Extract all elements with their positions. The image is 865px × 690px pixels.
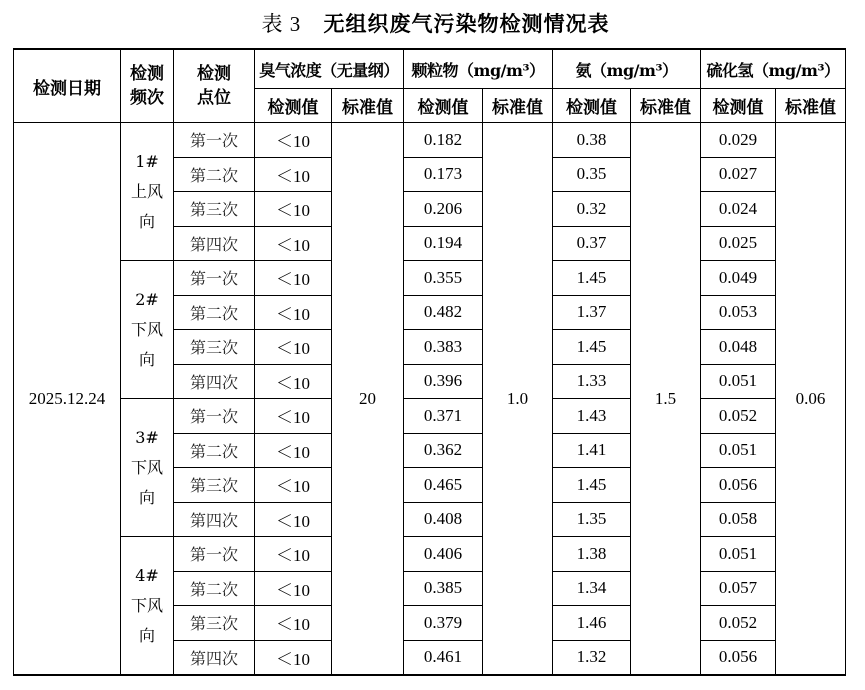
- cell-h2s-value: 0.029: [701, 123, 776, 158]
- cell-h2s-value: 0.048: [701, 330, 776, 365]
- cell-freq: 第一次: [174, 537, 255, 572]
- table-row: [14, 261, 846, 296]
- cell-ammonia-value: 0.35: [553, 157, 631, 192]
- header-ammonia-measured: 检测值: [553, 89, 631, 123]
- cell-ammonia-value: 1.45: [553, 330, 631, 365]
- cell-ammonia-value: 1.46: [553, 606, 631, 641]
- cell-ammonia-value: 1.45: [553, 468, 631, 503]
- cell-date: 2025.12.24: [14, 123, 121, 676]
- header-particulate-measured: 检测值: [404, 89, 483, 123]
- cell-freq: 第三次: [174, 468, 255, 503]
- cell-odor-value: ＜10: [255, 433, 332, 468]
- cell-ammonia-value: 1.37: [553, 295, 631, 330]
- header-ammonia: 氨（mg/m³）: [553, 49, 701, 89]
- cell-ammonia-value: 1.43: [553, 399, 631, 434]
- cell-freq: 第三次: [174, 606, 255, 641]
- cell-particulate-value: 0.194: [404, 226, 483, 261]
- cell-ammonia-value: 0.37: [553, 226, 631, 261]
- cell-particulate-value: 0.355: [404, 261, 483, 296]
- cell-odor-value: ＜10: [255, 226, 332, 261]
- header-point: 检测频次: [121, 49, 174, 123]
- cell-odor-value: ＜10: [255, 330, 332, 365]
- cell-h2s-value: 0.058: [701, 502, 776, 537]
- cell-freq: 第一次: [174, 261, 255, 296]
- cell-odor-value: ＜10: [255, 261, 332, 296]
- cell-ammonia-value: 0.32: [553, 192, 631, 227]
- cell-odor-value: ＜10: [255, 399, 332, 434]
- cell-ammonia-standard: 1.5: [631, 123, 701, 676]
- cell-particulate-value: 0.482: [404, 295, 483, 330]
- header-h2s-standard: 标准值: [776, 89, 846, 123]
- cell-particulate-value: 0.379: [404, 606, 483, 641]
- cell-h2s-value: 0.024: [701, 192, 776, 227]
- cell-particulate-value: 0.406: [404, 537, 483, 572]
- cell-point: 1#上风向: [121, 123, 174, 261]
- header-h2s: 硫化氢（mg/m³）: [701, 49, 846, 89]
- cell-h2s-value: 0.027: [701, 157, 776, 192]
- header-h2s-measured: 检测值: [701, 89, 776, 123]
- cell-freq: 第二次: [174, 433, 255, 468]
- cell-odor-value: ＜10: [255, 157, 332, 192]
- cell-h2s-value: 0.056: [701, 468, 776, 503]
- cell-freq: 第二次: [174, 295, 255, 330]
- cell-h2s-value: 0.057: [701, 571, 776, 606]
- emissions-table: [13, 48, 846, 676]
- cell-ammonia-value: 1.38: [553, 537, 631, 572]
- table-row: [14, 399, 846, 434]
- table-number: 表 3: [261, 12, 302, 36]
- cell-particulate-value: 0.465: [404, 468, 483, 503]
- cell-odor-standard: 20: [332, 123, 404, 676]
- cell-odor-value: ＜10: [255, 571, 332, 606]
- header-particulate: 颗粒物（mg/m³）: [404, 49, 553, 89]
- table-body: [14, 123, 846, 676]
- cell-freq: 第二次: [174, 571, 255, 606]
- cell-h2s-value: 0.051: [701, 364, 776, 399]
- cell-freq: 第三次: [174, 192, 255, 227]
- cell-h2s-standard: 0.06: [776, 123, 846, 676]
- table-title-text: 无组织废气污染物检测情况表: [323, 11, 610, 36]
- header-freq: 检测点位: [174, 49, 255, 123]
- cell-freq: 第四次: [174, 226, 255, 261]
- cell-h2s-value: 0.025: [701, 226, 776, 261]
- cell-odor-value: ＜10: [255, 364, 332, 399]
- cell-freq: 第四次: [174, 502, 255, 537]
- cell-ammonia-value: 0.38: [553, 123, 631, 158]
- cell-particulate-value: 0.396: [404, 364, 483, 399]
- cell-odor-value: ＜10: [255, 640, 332, 675]
- cell-h2s-value: 0.052: [701, 399, 776, 434]
- cell-ammonia-value: 1.45: [553, 261, 631, 296]
- cell-h2s-value: 0.051: [701, 433, 776, 468]
- cell-particulate-value: 0.371: [404, 399, 483, 434]
- cell-particulate-value: 0.362: [404, 433, 483, 468]
- cell-h2s-value: 0.053: [701, 295, 776, 330]
- header-row-primary: [14, 49, 846, 89]
- cell-ammonia-value: 1.33: [553, 364, 631, 399]
- cell-freq: 第一次: [174, 123, 255, 158]
- cell-odor-value: ＜10: [255, 468, 332, 503]
- table-title: [0, 8, 865, 38]
- cell-ammonia-value: 1.35: [553, 502, 631, 537]
- cell-ammonia-value: 1.41: [553, 433, 631, 468]
- cell-particulate-value: 0.206: [404, 192, 483, 227]
- cell-particulate-standard: 1.0: [483, 123, 553, 676]
- table-row: [14, 123, 846, 158]
- cell-ammonia-value: 1.32: [553, 640, 631, 675]
- cell-point: 3#下风向: [121, 399, 174, 537]
- cell-point: 2#下风向: [121, 261, 174, 399]
- cell-h2s-value: 0.052: [701, 606, 776, 641]
- cell-freq: 第四次: [174, 364, 255, 399]
- cell-odor-value: ＜10: [255, 537, 332, 572]
- cell-freq: 第三次: [174, 330, 255, 365]
- cell-particulate-value: 0.383: [404, 330, 483, 365]
- cell-odor-value: ＜10: [255, 502, 332, 537]
- header-particulate-standard: 标准值: [483, 89, 553, 123]
- cell-point: 4#下风向: [121, 537, 174, 676]
- cell-particulate-value: 0.385: [404, 571, 483, 606]
- cell-odor-value: ＜10: [255, 192, 332, 227]
- cell-odor-value: ＜10: [255, 606, 332, 641]
- cell-odor-value: ＜10: [255, 123, 332, 158]
- header-date: 检测日期: [14, 49, 121, 123]
- header-odor: 臭气浓度（无量纲）: [255, 49, 404, 89]
- cell-particulate-value: 0.461: [404, 640, 483, 675]
- cell-particulate-value: 0.182: [404, 123, 483, 158]
- header-odor-measured: 检测值: [255, 89, 332, 123]
- cell-freq: 第一次: [174, 399, 255, 434]
- cell-particulate-value: 0.173: [404, 157, 483, 192]
- cell-freq: 第二次: [174, 157, 255, 192]
- cell-odor-value: ＜10: [255, 295, 332, 330]
- header-odor-standard: 标准值: [332, 89, 404, 123]
- table-row: [14, 537, 846, 572]
- cell-h2s-value: 0.051: [701, 537, 776, 572]
- cell-freq: 第四次: [174, 640, 255, 675]
- cell-h2s-value: 0.056: [701, 640, 776, 675]
- cell-particulate-value: 0.408: [404, 502, 483, 537]
- cell-ammonia-value: 1.34: [553, 571, 631, 606]
- cell-h2s-value: 0.049: [701, 261, 776, 296]
- header-ammonia-standard: 标准值: [631, 89, 701, 123]
